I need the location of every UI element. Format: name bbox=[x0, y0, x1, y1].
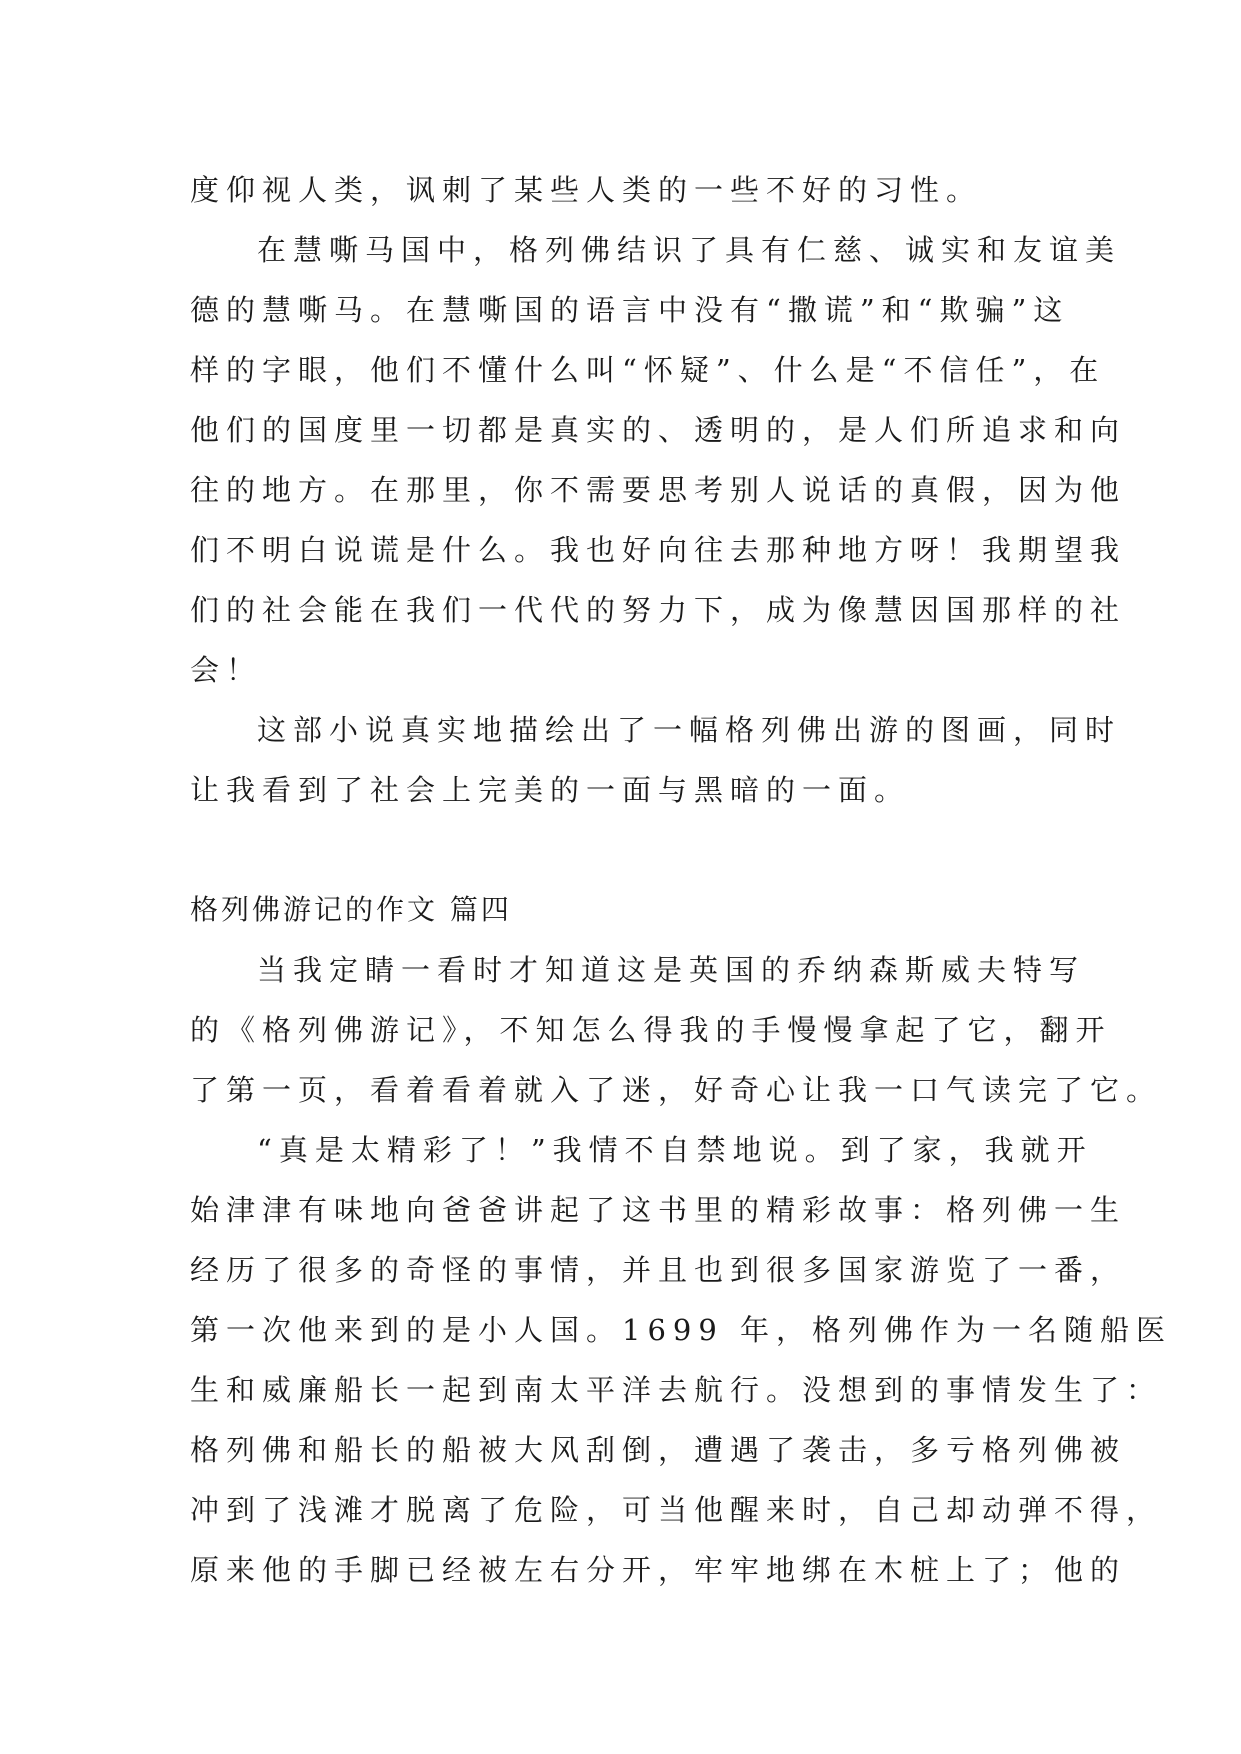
text-line: 度仰视人类，讽刺了某些人类的一些不好的习性。 bbox=[190, 173, 983, 207]
text-line: 样的字眼，他们不懂什么叫“怀疑”、什么是“不信任”，在 bbox=[190, 353, 1106, 387]
section-title: 格列佛游记的作文 篇四 bbox=[190, 893, 512, 926]
text-line: 格列佛和船长的船被大风刮倒，遭遇了袭击，多亏格列佛被 bbox=[190, 1433, 1127, 1467]
text-line: 的《格列佛游记》，不知怎么得我的手慢慢拿起了它，翻开 bbox=[190, 1013, 1112, 1047]
text-line: “真是太精彩了！”我情不自禁地说。到了家，我就开 bbox=[257, 1133, 1093, 1167]
text-line: 们不明白说谎是什么。我也好向往去那种地方呀！我期望我 bbox=[190, 533, 1127, 567]
text-line: 们的社会能在我们一代代的努力下，成为像慧因国那样的社 bbox=[190, 593, 1127, 627]
text-line: 了第一页，看着看着就入了迷，好奇心让我一口气读完了它。 bbox=[190, 1073, 1163, 1107]
paragraph bbox=[190, 160, 1060, 220]
text-line: 会！ bbox=[190, 653, 263, 687]
text-line: 始津津有味地向爸爸讲起了这书里的精彩故事：格列佛一生 bbox=[190, 1193, 1127, 1227]
text-line: 这部小说真实地描绘出了一幅格列佛出游的图画，同时 bbox=[257, 713, 1122, 747]
text-line: 他们的国度里一切都是真实的、透明的，是人们所追求和向 bbox=[190, 413, 1127, 447]
text-line: 经历了很多的奇怪的事情，并且也到很多国家游览了一番， bbox=[190, 1253, 1127, 1287]
text-line: 原来他的手脚已经被左右分开，牢牢地绑在木桩上了；他的 bbox=[190, 1553, 1127, 1587]
text-line: 德的慧嘶马。在慧嘶国的语言中没有“撒谎”和“欺骗”这 bbox=[190, 293, 1070, 327]
text-line: 第一次他来到的是小人国。1699 年，格列佛作为一名随船医 bbox=[190, 1313, 1173, 1347]
paragraph bbox=[190, 940, 1163, 1120]
paragraph bbox=[190, 1120, 1173, 1600]
text-line: 冲到了浅滩才脱离了危险，可当他醒来时，自己却动弹不得， bbox=[190, 1493, 1163, 1527]
text-line: 在慧嘶马国中，格列佛结识了具有仁慈、诚实和友谊美 bbox=[257, 233, 1122, 267]
document-body bbox=[190, 160, 1173, 1600]
text-line: 往的地方。在那里，你不需要思考别人说话的真假，因为他 bbox=[190, 473, 1127, 507]
paragraph bbox=[190, 220, 1127, 700]
text-line: 让我看到了社会上完美的一面与黑暗的一面。 bbox=[190, 773, 911, 807]
paragraph bbox=[190, 700, 1122, 820]
text-line: 当我定睛一看时才知道这是英国的乔纳森斯威夫特写 bbox=[257, 953, 1086, 987]
text-line: 生和威廉船长一起到南太平洋去航行。没想到的事情发生了： bbox=[190, 1373, 1163, 1407]
